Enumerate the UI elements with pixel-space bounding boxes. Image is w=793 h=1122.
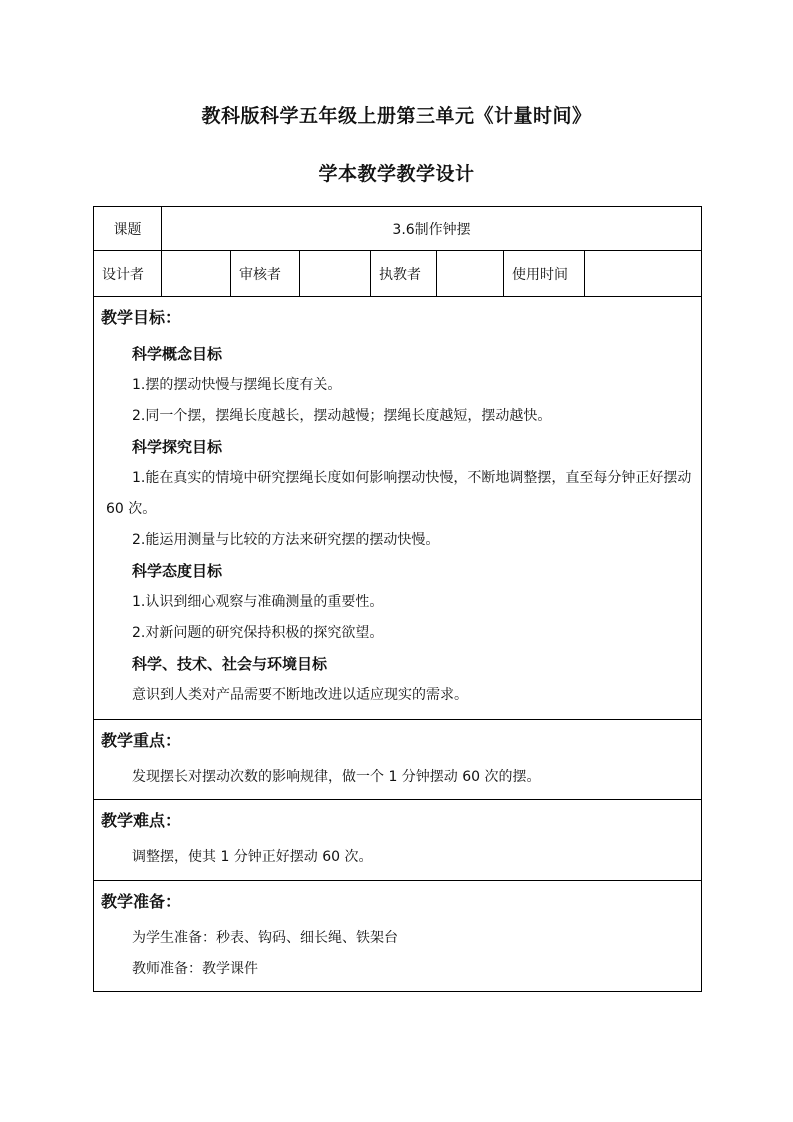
teacher-preparation-text: 教师准备：教学课件: [132, 961, 258, 977]
attitude-objectives-heading: 科学态度目标: [132, 562, 223, 580]
preparation-cell: [94, 881, 702, 992]
topic-value: 3.6制作钟摆: [162, 207, 702, 251]
difficulties-text: 调整摆，使其 1 分钟正好摆动 60 次。: [132, 849, 373, 865]
document-title: 教科版科学五年级上册第三单元《计量时间》: [201, 105, 592, 127]
document-subtitle: 学本教学教学设计: [318, 163, 475, 185]
lesson-plan-table: [93, 206, 702, 992]
concept-objective-item: 2.同一个摆，摆绳长度越长，摆动越慢；摆绳长度越短，摆动越快。: [132, 408, 552, 424]
objectives-heading: 教学目标：: [101, 308, 182, 327]
teacher-label: 执教者: [371, 251, 437, 297]
attitude-objective-item: 1.认识到细心观察与准确测量的重要性。: [132, 594, 384, 610]
concept-objective-item: 1.摆的摆动快慢与摆绳长度有关。: [132, 377, 342, 393]
preparation-heading: 教学准备：: [101, 892, 182, 911]
teacher-value: [437, 251, 504, 297]
concept-objectives-heading: 科学概念目标: [132, 345, 223, 363]
key-points-row: [94, 720, 702, 800]
usage-time-value: [585, 251, 702, 297]
student-preparation-text: 为学生准备：秒表、钩码、细长绳、铁架台: [132, 930, 398, 946]
topic-label: 课题: [94, 207, 162, 251]
difficulties-row: [94, 800, 702, 881]
designer-value: [162, 251, 231, 297]
difficulties-cell: [94, 800, 702, 881]
inquiry-objective-item: 2.能运用测量与比较的方法来研究摆的摆动快慢。: [132, 532, 440, 548]
preparation-row: [94, 881, 702, 992]
key-points-cell: [94, 720, 702, 800]
key-points-text: 发现摆长对摆动次数的影响规律，做一个 1 分钟摆动 60 次的摆。: [132, 769, 541, 785]
objectives-row: [94, 297, 702, 720]
designer-label: 设计者: [94, 251, 162, 297]
stse-objectives-heading: 科学、技术、社会与环境目标: [132, 655, 328, 673]
meta-row: [94, 251, 702, 297]
inquiry-objective-item: 1.能在真实的情境中研究摆绳长度如何影响摆动快慢，不断地调整摆，直至每分钟正好摆动 60 次。: [106, 470, 692, 517]
key-points-heading: 教学重点：: [101, 731, 182, 750]
objectives-cell: [94, 297, 702, 720]
stse-objective-item: 意识到人类对产品需要不断地改进以适应现实的需求。: [132, 687, 468, 703]
attitude-objective-item: 2.对新问题的研究保持积极的探究欲望。: [132, 625, 384, 641]
reviewer-value: [300, 251, 371, 297]
reviewer-label: 审核者: [231, 251, 300, 297]
inquiry-objectives-heading: 科学探究目标: [132, 438, 223, 456]
topic-row: [94, 207, 702, 251]
difficulties-heading: 教学难点：: [101, 811, 182, 830]
usage-time-label: 使用时间: [504, 251, 585, 297]
